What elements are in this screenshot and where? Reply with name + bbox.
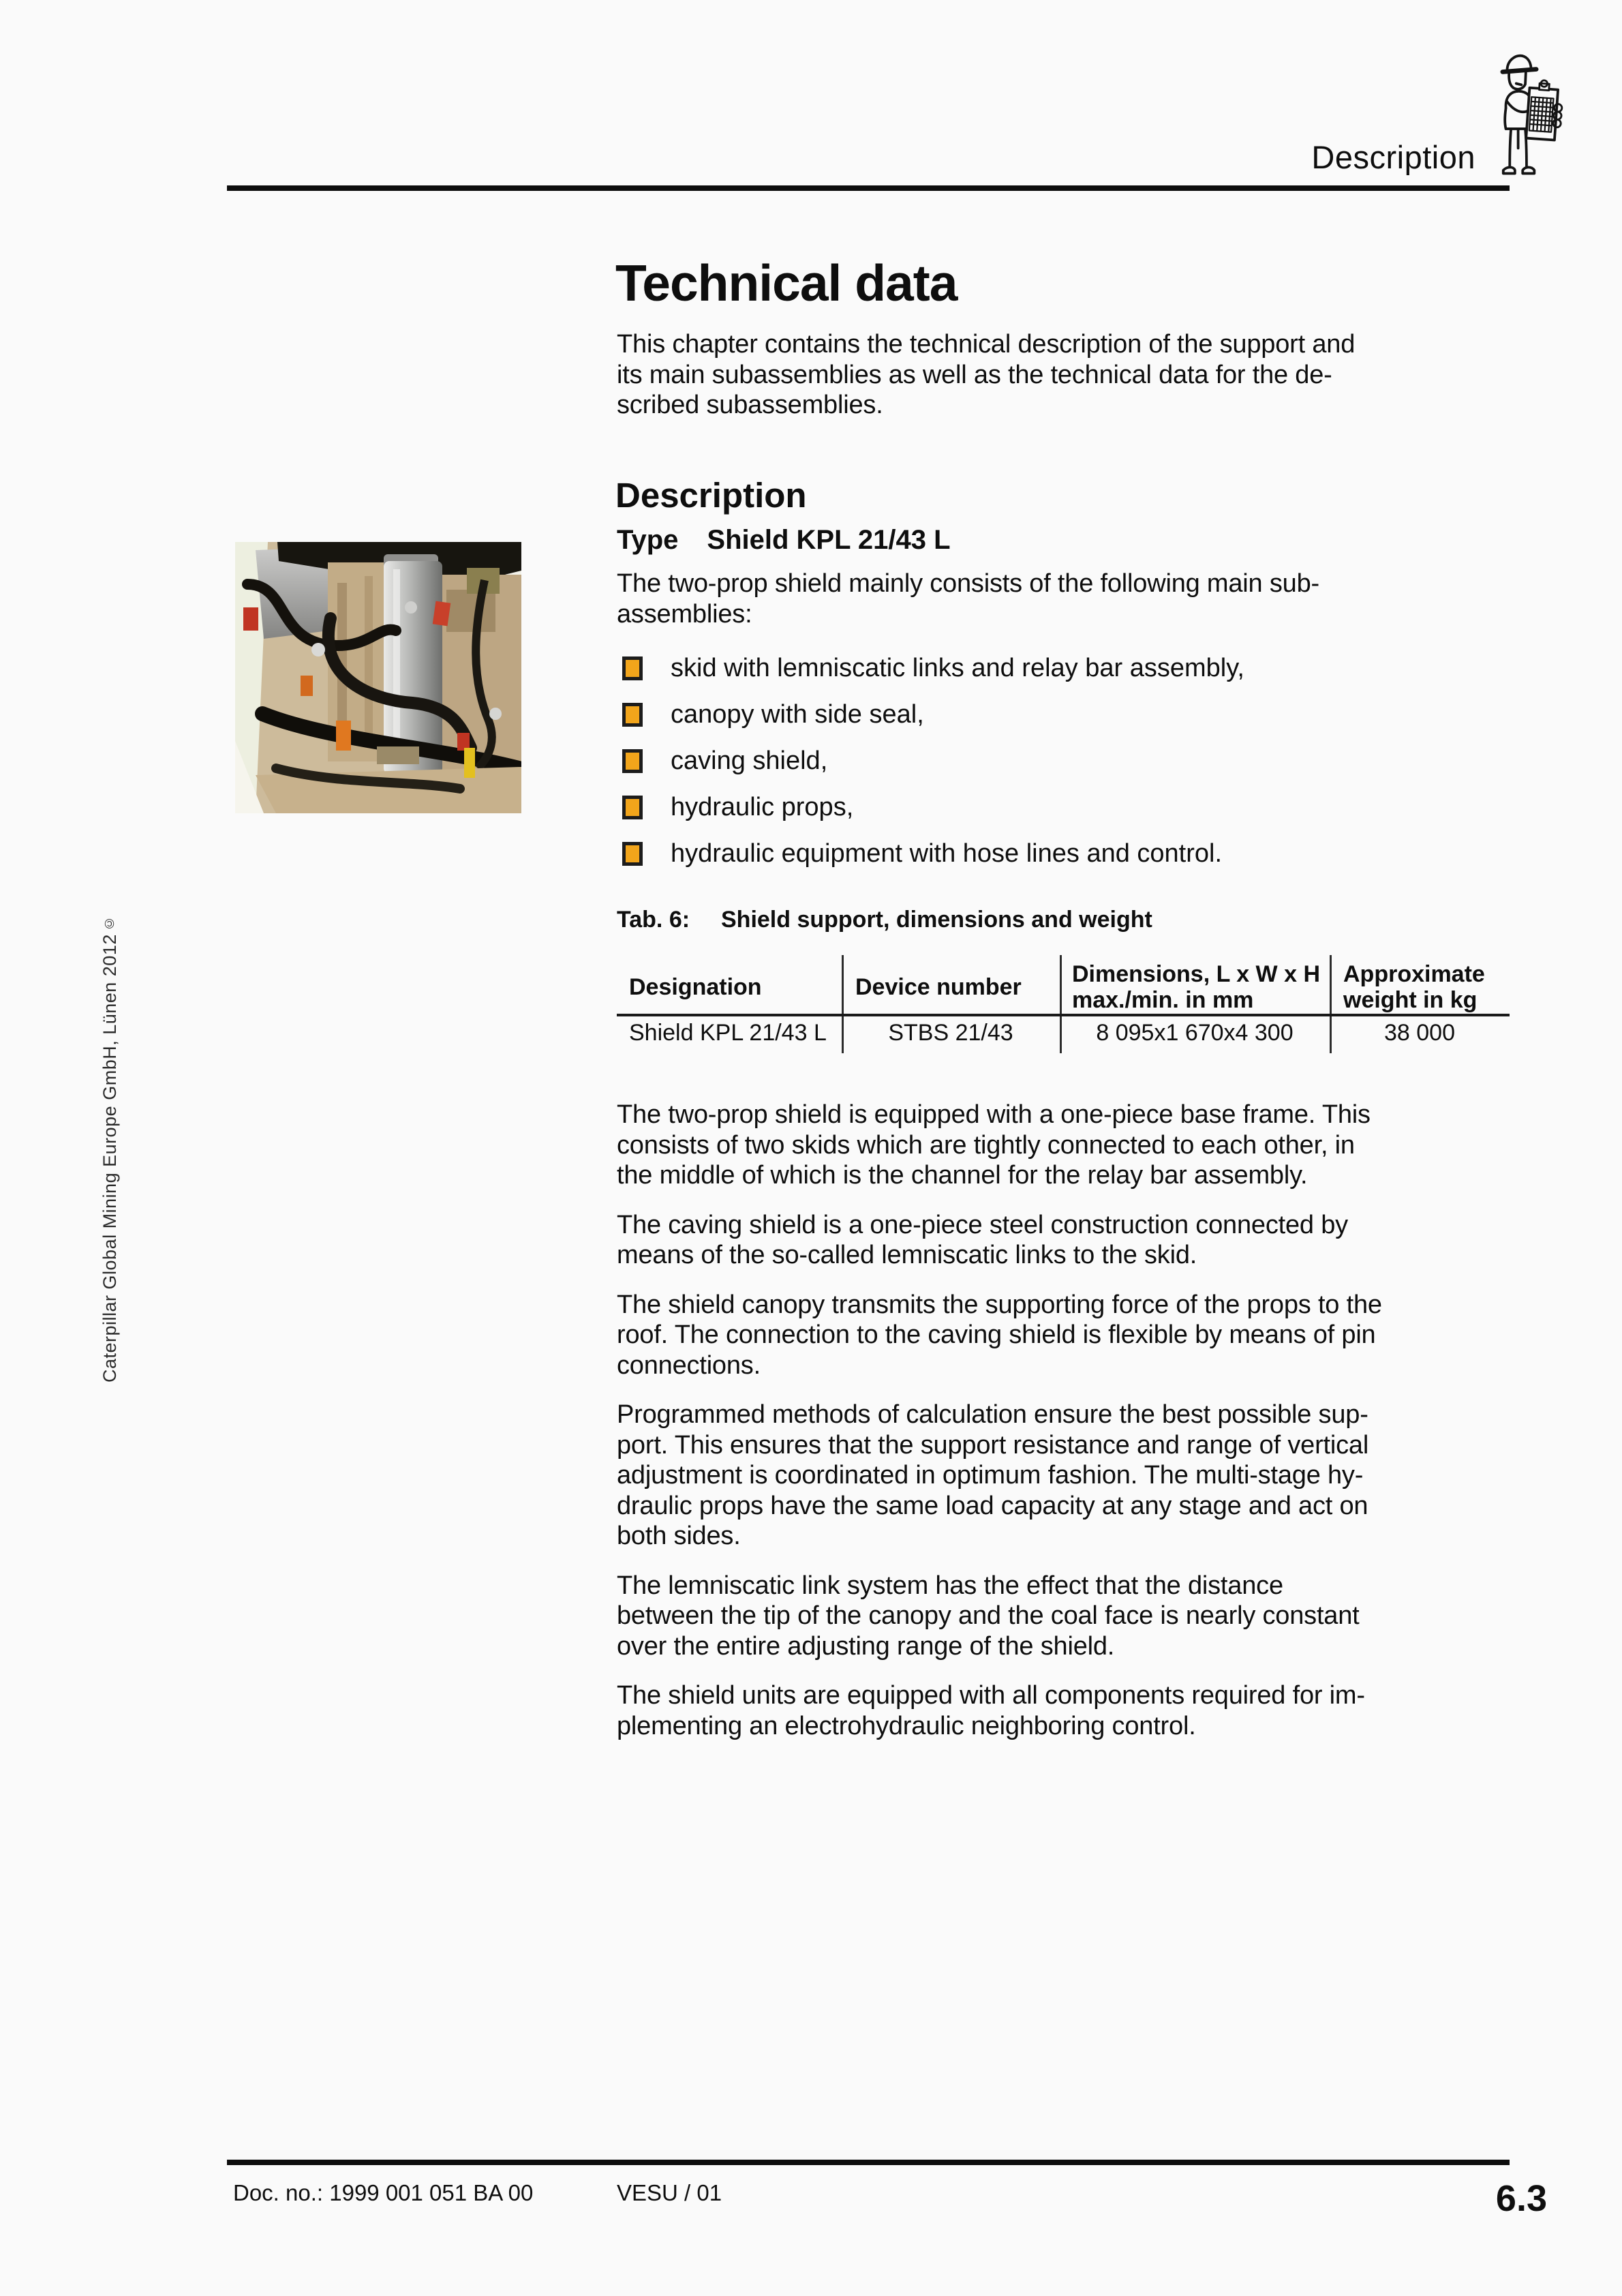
footer-page-number: 6.3 xyxy=(1495,2178,1547,2219)
table-cell-designation: Shield KPL 21/43 L xyxy=(629,1020,827,1046)
copyright-text: Caterpillar Global Mining Europe GmbH, Lünen 2012 xyxy=(100,934,120,1383)
table-caption-text: Shield support, dimensions and weight xyxy=(721,907,1152,933)
subassembly-list xyxy=(617,653,1244,885)
orange-square-bullet-icon xyxy=(622,703,643,727)
list-item-label: skid with lemniscatic links and relay bar assembly, xyxy=(671,654,1244,682)
copyright-symbol: © xyxy=(102,915,117,931)
type-heading xyxy=(617,525,951,556)
orange-square-bullet-icon xyxy=(622,842,643,866)
list-item-label: hydraulic equipment with hose lines and control. xyxy=(671,839,1223,868)
body-paragraph: The lemniscatic link system has the effect that the distance between the tip of the canopy and the coal face is nearly constant over the entire adjusting range of the shield. xyxy=(617,1571,1360,1661)
type-label: Type xyxy=(617,525,679,555)
column-header-dimensions: Dimensions, L x W x H max./min. in mm xyxy=(1072,961,1321,1013)
list-item xyxy=(617,746,1244,776)
list-item-label: caving shield, xyxy=(671,746,828,775)
header-rule xyxy=(227,185,1510,191)
list-item xyxy=(617,792,1244,822)
header-divider xyxy=(617,1014,1510,1016)
copyright-sidebar xyxy=(100,915,129,1383)
column-header-designation: Designation xyxy=(629,974,762,1000)
column-header-weight: Approximate weight in kg xyxy=(1343,961,1485,1013)
body-text xyxy=(617,1100,1382,1760)
list-item xyxy=(617,839,1244,868)
table-caption-label: Tab. 6: xyxy=(617,907,690,933)
table-cell-weight: 38 000 xyxy=(1384,1020,1455,1046)
orange-square-bullet-icon xyxy=(622,749,643,773)
footer-version: VESU / 01 xyxy=(617,2180,722,2205)
orange-square-bullet-icon xyxy=(622,656,643,680)
body-paragraph: The two-prop shield is equipped with a one-piece base frame. This consists of two skids which are tightly connected to each other, in the middle of which is the channel for the relay bar assembly. xyxy=(617,1100,1371,1190)
body-paragraph: Programmed methods of calculation ensure the best possible sup- port. This ensures that the support resistance and range of vertical adjustment is coordinated in optimum fashion. The multi-stage hy- draulic props have the same load capacity at any stage and act on both sides. xyxy=(617,1400,1369,1550)
list-item-label: hydraulic props, xyxy=(671,793,854,821)
body-paragraph: The shield canopy transmits the supporting force of the props to the roof. The connection to the caving shield is flexible by means of pin connections. xyxy=(617,1290,1382,1380)
subassemblies-paragraph: The two-prop shield mainly consists of the following main sub- assemblies: xyxy=(617,569,1319,629)
footer-rule xyxy=(227,2160,1510,2165)
intro-paragraph: This chapter contains the technical description of the support and its main subassemblies as well as the technical data for the de- scribed subassemblies. xyxy=(617,330,1356,419)
page-title: Technical data xyxy=(615,254,958,312)
body-paragraph: The caving shield is a one-piece steel construction connected by means of the so-called lemniscatic links to the skid. xyxy=(617,1210,1348,1269)
type-value: Shield KPL 21/43 L xyxy=(707,525,951,555)
table-cell-device-number: STBS 21/43 xyxy=(888,1020,1013,1046)
list-item xyxy=(617,653,1244,683)
worker-clipboard-icon xyxy=(1488,48,1564,186)
header-section-title: Description xyxy=(1311,139,1475,175)
hydraulic-equipment-photo xyxy=(235,542,521,813)
table-cell-dimensions: 8 095x1 670x4 300 xyxy=(1096,1020,1294,1046)
section-heading-description: Description xyxy=(615,476,807,515)
footer-doc-number: Doc. no.: 1999 001 051 BA 00 xyxy=(233,2180,534,2205)
orange-square-bullet-icon xyxy=(622,796,643,819)
body-paragraph: The shield units are equipped with all components required for im- plementing an electrohydraulic neighboring control. xyxy=(617,1681,1365,1740)
list-item-label: canopy with side seal, xyxy=(671,700,924,729)
shield-support-table xyxy=(617,955,1510,1053)
table-caption xyxy=(617,907,1152,933)
column-header-device-number: Device number xyxy=(855,974,1022,1000)
list-item xyxy=(617,699,1244,729)
